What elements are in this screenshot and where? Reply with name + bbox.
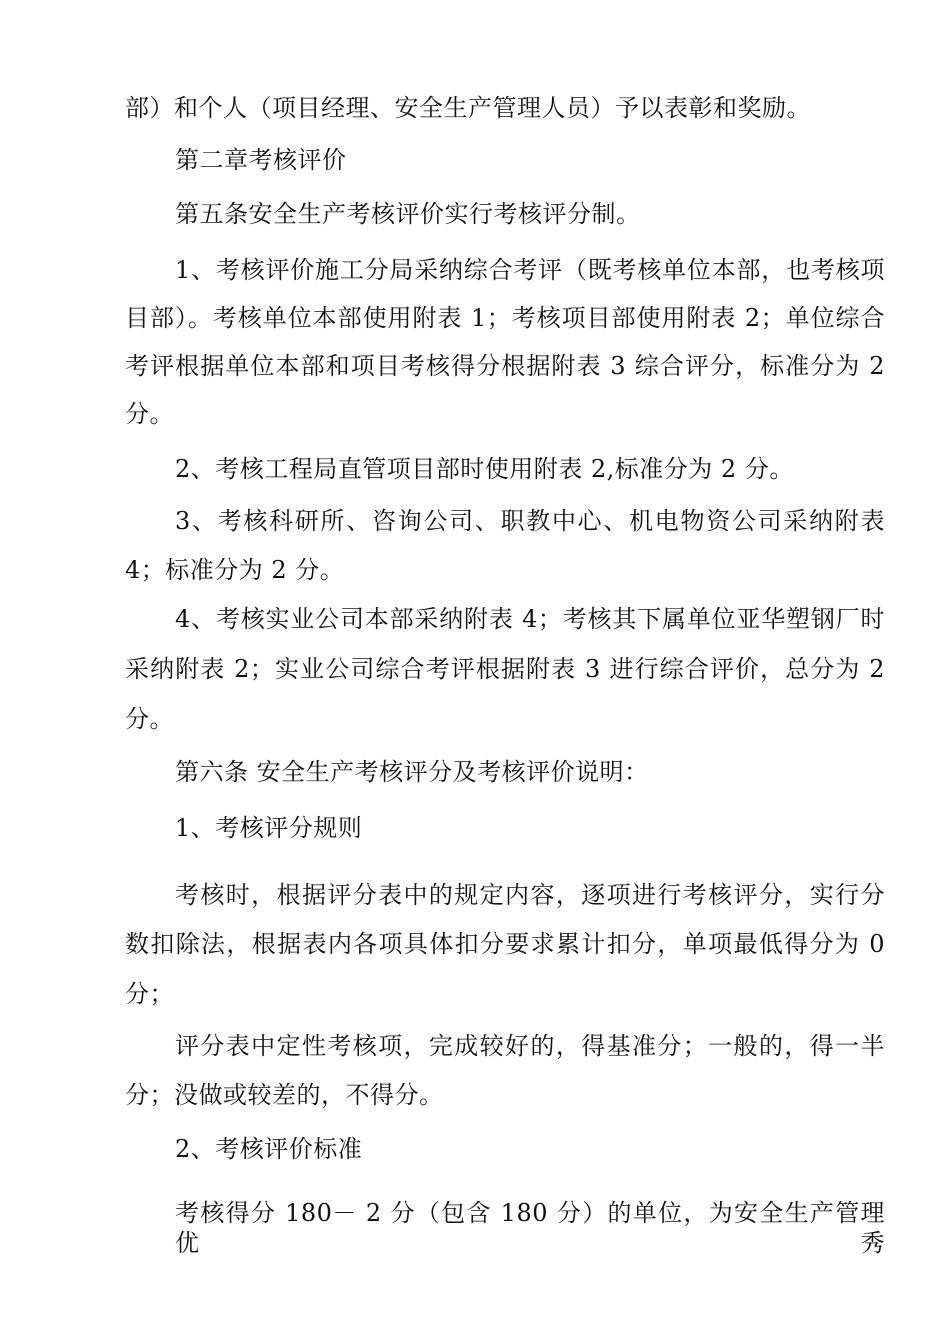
text-line-19: 评分表中定性考核项，完成较好的，得基准分；一般的，得一半 bbox=[175, 1032, 885, 1060]
text-line-18: 分； bbox=[125, 980, 174, 1008]
text-line-22: 考核得分 180－ 2 分（包含 180 分）的单位，为安全生产管理优秀 bbox=[175, 1199, 885, 1257]
chapter-heading: 第二章考核评价 bbox=[175, 146, 347, 174]
text-line-7: 分。 bbox=[125, 400, 174, 428]
article-five-heading: 第五条安全生产考核评价实行考核评分制。 bbox=[175, 200, 641, 228]
text-line-9: 3、考核科研所、咨询公司、职教中心、机电物资公司采纳附表 bbox=[175, 507, 885, 535]
text-line-10: 4；标准分为 2 分。 bbox=[125, 556, 345, 584]
text-line-1: 部）和个人（项目经理、安全生产管理人员）予以表彰和奖励。 bbox=[125, 94, 811, 122]
text-line-8: 2、考核工程局直管项目部时使用附表 2,标准分为 2 分。 bbox=[175, 455, 794, 483]
text-line-5: 目部）。考核单位本部使用附表 1；考核项目部使用附表 2；单位综合 bbox=[125, 304, 885, 332]
scoring-rules-heading: 1、考核评分规则 bbox=[175, 814, 363, 842]
text-line-11: 4、考核实业公司本部采纳附表 4；考核其下属单位亚华塑钢厂时 bbox=[175, 605, 885, 633]
text-line-4: 1、考核评价施工分局采纳综合考评（既考核单位本部，也考核项 bbox=[175, 256, 885, 284]
article-six-heading: 第六条 安全生产考核评分及考核评价说明： bbox=[175, 758, 649, 786]
text-line-6: 考评根据单位本部和项目考核得分根据附表 3 综合评分，标准分为 2 bbox=[125, 352, 885, 380]
text-line-13: 分。 bbox=[125, 705, 174, 733]
evaluation-standard-heading: 2、考核评价标准 bbox=[175, 1135, 363, 1163]
text-line-16: 考核时，根据评分表中的规定内容，逐项进行考核评分，实行分 bbox=[175, 881, 885, 909]
text-line-17: 数扣除法，根据表内各项具体扣分要求累计扣分，单项最低得分为 0 bbox=[125, 930, 885, 958]
text-line-12: 采纳附表 2；实业公司综合考评根据附表 3 进行综合评价，总分为 2 bbox=[125, 655, 885, 683]
text-line-20: 分；没做或较差的，不得分。 bbox=[125, 1081, 444, 1109]
